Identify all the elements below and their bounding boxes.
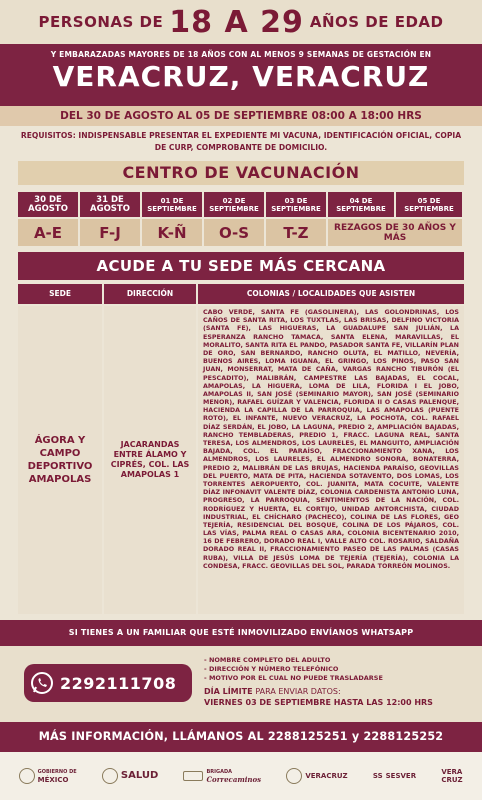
schedule-rezagos-group [328,192,462,246]
schedule-letters: K-Ñ [142,219,202,246]
logo-mexico-text: MÉXICO [37,776,69,784]
whatsapp-item: - DIRECCIÓN Y NÚMERO TELEFÓNICO [204,665,339,673]
title-band [0,0,482,44]
schedule [18,192,464,246]
logo-sesver [373,772,416,780]
whatsapp-section [0,646,482,722]
acude-banner: ACUDE A TU SEDE MÁS CERCANA [18,252,464,280]
schedule-date: 03 DE SEPTIEMBRE [266,192,326,217]
deadline-label: DÍA LÍMITE [204,687,253,696]
table-cell-colonias: CABO VERDE, SANTA FE (GASOLINERA), LAS GOLONDRINAS, LOS CAÑOS DE SANTA RITA, LOS TUXTLAS, LAS BRISAS, DELFINO VICTORIA (SANTA FE), LAS HIGUERAS, LA GUADALUPE SAN JULIÁN, LA ESPERANZA RANCHO TAMACA, SANTA ELENA, MARAVILLAS, EL MORALITO, SANTA RITA EL PANDO, PASADOR SANTA FE, VILLARÍN PLAN DE ORO, SAN BERNARDO, RANCHO OLUTA, EL MATILLO, NEVERÍA, BUENOS AIRES, LOMA IGUANA, EL GRINGO, LOS PINOS, PASO SAN JUAN, MONSERRAT, MATA DE CAÑA, VARGAS RANCHO TIBURÓN (EL PESCADITO), MALIBRÁN, CAMPESTRE LAS BAJADAS, EL COCAL, AMAPOLAS, LA HIGUERA, LOMA DE LILA, FLORIDA I EL JOBO, AMAPOLAS II, SAN JOSÉ (SEMINARIO MAYOR), SAN JOSÉ (SEMINARIO MENOR), RAFAEL GUÍZAR Y VALENCIA, FLORIDA II O CASAS PALENQUE, HACIENDA LA CAPILLA DE LA PARROQUIA, LAS AMAPOLAS (PUENTE ROTO), EL INFANTE, NUEVO VERACRUZ, LA POCHOTA, COL. RAFAEL DÍAZ SERDÁN, EL JOBO, LA LAGUNA, PREDIO 2, AMPLIACIÓN BAJADAS, RANCHO TEMBLADERAS, PREDIO 1, FRACC. LAGUNA REAL, SANTA TERESA, LOS ALMENDROS, LOS LAURELES, EL MANGUITO, AMPLIACIÓN BAJADA, COL. EL PARAÍSO, FRACCIONAMIENTO XANA, LOS ALMENDROS, LOS LAURELES, EL ALMENDRO SONORA, BONATERRA, PREDIO 2, MALIBRÁN DE LAS BRUJAS, HACIENDA PARAÍSO, GEOVILLAS DEL PUERTO, MATA DE PITA, HACIENDA SOTAVENTO, DOS LOMAS, LOS TORRENTES AEROPUERTO, COL. JUANITA, MATA COCUITE, VALENTE DÍAZ INFONAVIT VALENTE DÍAZ, COLONIA CARDENISTA ANTONIO LUNA, PROGRESO, LA PARROQUIA, SENTIMIENTOS DE LA NACIÓN, COL. RODRÍGUEZ Y HUERTA, EL CORTIJO, UNIDAD ANTORCHISTA, CIUDAD INDUSTRIAL, EL CHÍCHARO (PACHECO), COLINA DE LAS FLORES, GEO TEJERÍA, RESIDENCIAL DEL BOSQUE, COLINA DE LOS PÁJAROS, COL. LAS VÍAS, PALMA REAL O CASAS ARA, COLONIA BICENTENARIO 2010, 16 DE FEBRERO, DORADO REAL I, VALLE ALTO COL. ROSARIO, SALDAÑA DORADO REAL II, FRACCIONAMIENTO PASEO DE LAS PALMAS (CASAS RUBA), VILLA DE JESÚS LOMA DE TEJERÍA (TEJERÍA), COLONIA LA CONDESA, FRACC. GEOVILLAS DEL SOL, PARADA TORREÓN MOLINOS. [198,306,464,614]
schedule-col [266,192,326,246]
title-age-range: 18 A 29 [169,4,304,40]
whatsapp-info [204,656,476,707]
logo-gobierno-mexico [19,768,77,784]
subtitle-band [0,44,482,106]
table-cell-direccion: JACARANDAS ENTRE ÁLAMO Y CIPRÉS, COL. LAS AMAPOLAS 1 [104,306,196,614]
roadrunner-icon [183,771,203,781]
logo-veracruz-text: VERACRUZ [305,772,348,780]
city-title: VERACRUZ, VERACRUZ [52,60,430,93]
salud-seal-icon [102,768,118,784]
whatsapp-icon [30,671,54,695]
table-header-colonias: COLONIAS / LOCALIDADES QUE ASISTEN [198,284,464,304]
table-cell-sede: ÁGORA Y CAMPO DEPORTIVO AMAPOLAS [18,306,102,614]
schedule-letters: A-E [18,219,78,246]
whatsapp-number-pill[interactable] [24,664,192,702]
logo-ss-text: SS [372,772,383,780]
table-header-sede: SEDE [18,284,102,304]
whatsapp-item: - MOTIVO POR EL CUAL NO PUEDE TRASLADARSE [204,674,383,682]
logo-brigada [183,768,261,784]
title-pre: PERSONAS DE [38,13,164,31]
subtitle-line: Y EMBARAZADAS MAYORES DE 18 AÑOS CON AL MENOS 9 SEMANAS DE GESTACIÓN EN [50,50,432,59]
title-post: AÑOS DE EDAD [309,13,444,31]
whatsapp-number: 2292111708 [60,673,177,693]
schedule-date: 05 DE SEPTIEMBRE [396,192,462,217]
eagle-seal-icon [19,768,35,784]
logo-salud [102,768,158,784]
logo-veracruz [286,768,347,784]
schedule-date: 01 DE SEPTIEMBRE [142,192,202,217]
schedule-letters: T-Z [266,219,326,246]
schedule-letters-rezagos: REZAGOS DE 30 AÑOS Y MÁS [328,219,462,246]
logo-vera-cruz-text: VERA CRUZ [441,768,463,784]
table-header [18,284,464,304]
deadline-line [204,687,476,696]
date-range: DEL 30 DE AGOSTO AL 05 DE SEPTIEMBRE 08:00 A 18:00 HRS [0,106,482,126]
schedule-date: 31 DE AGOSTO [80,192,140,217]
deadline-text: PARA ENVIAR DATOS: [255,687,341,696]
schedule-col [142,192,202,246]
logo-correcaminos-text: Correcaminos [206,775,262,784]
whatsapp-banner: SI TIENES A UN FAMILIAR QUE ESTÉ INMOVILIZADO ENVÍANOS WHATSAPP [0,620,482,646]
schedule-date: 30 DE AGOSTO [18,192,78,217]
whatsapp-item: - NOMBRE COMPLETO DEL ADULTO [204,656,331,664]
schedule-date: 04 DE SEPTIEMBRE [328,192,394,217]
table-row [18,306,464,614]
schedule-letters: F-J [80,219,140,246]
logo-brigada-text: BRIGADA [206,769,232,775]
logo-salud-text: SALUD [120,770,159,781]
schedule-col [18,192,78,246]
more-info-banner: MÁS INFORMACIÓN, LLÁMANOS AL 2288125251 y 2288125252 [0,722,482,752]
veracruz-shield-icon [286,768,302,784]
logo-gobierno-text: GOBIERNO DE [37,769,77,775]
logo-sesver-text: SESVER [385,772,417,780]
centro-title: CENTRO DE VACUNACIÓN [18,161,464,185]
requirements: REQUISITOS: INDISPENSABLE PRESENTAR EL EXPEDIENTE MI VACUNA, IDENTIFICACIÓN OFICIAL, COPIA DE CURP, COMPROBANTE DE DOMICILIO. [20,131,462,152]
schedule-col [204,192,264,246]
logo-footer [0,752,482,800]
logo-vera-cruz [441,768,463,784]
schedule-letters: O-S [204,219,264,246]
schedule-col [80,192,140,246]
deadline-date: VIERNES 03 DE SEPTIEMBRE HASTA LAS 12:00 HRS [204,698,433,707]
schedule-date: 02 DE SEPTIEMBRE [204,192,264,217]
table-header-direccion: DIRECCIÓN [104,284,196,304]
